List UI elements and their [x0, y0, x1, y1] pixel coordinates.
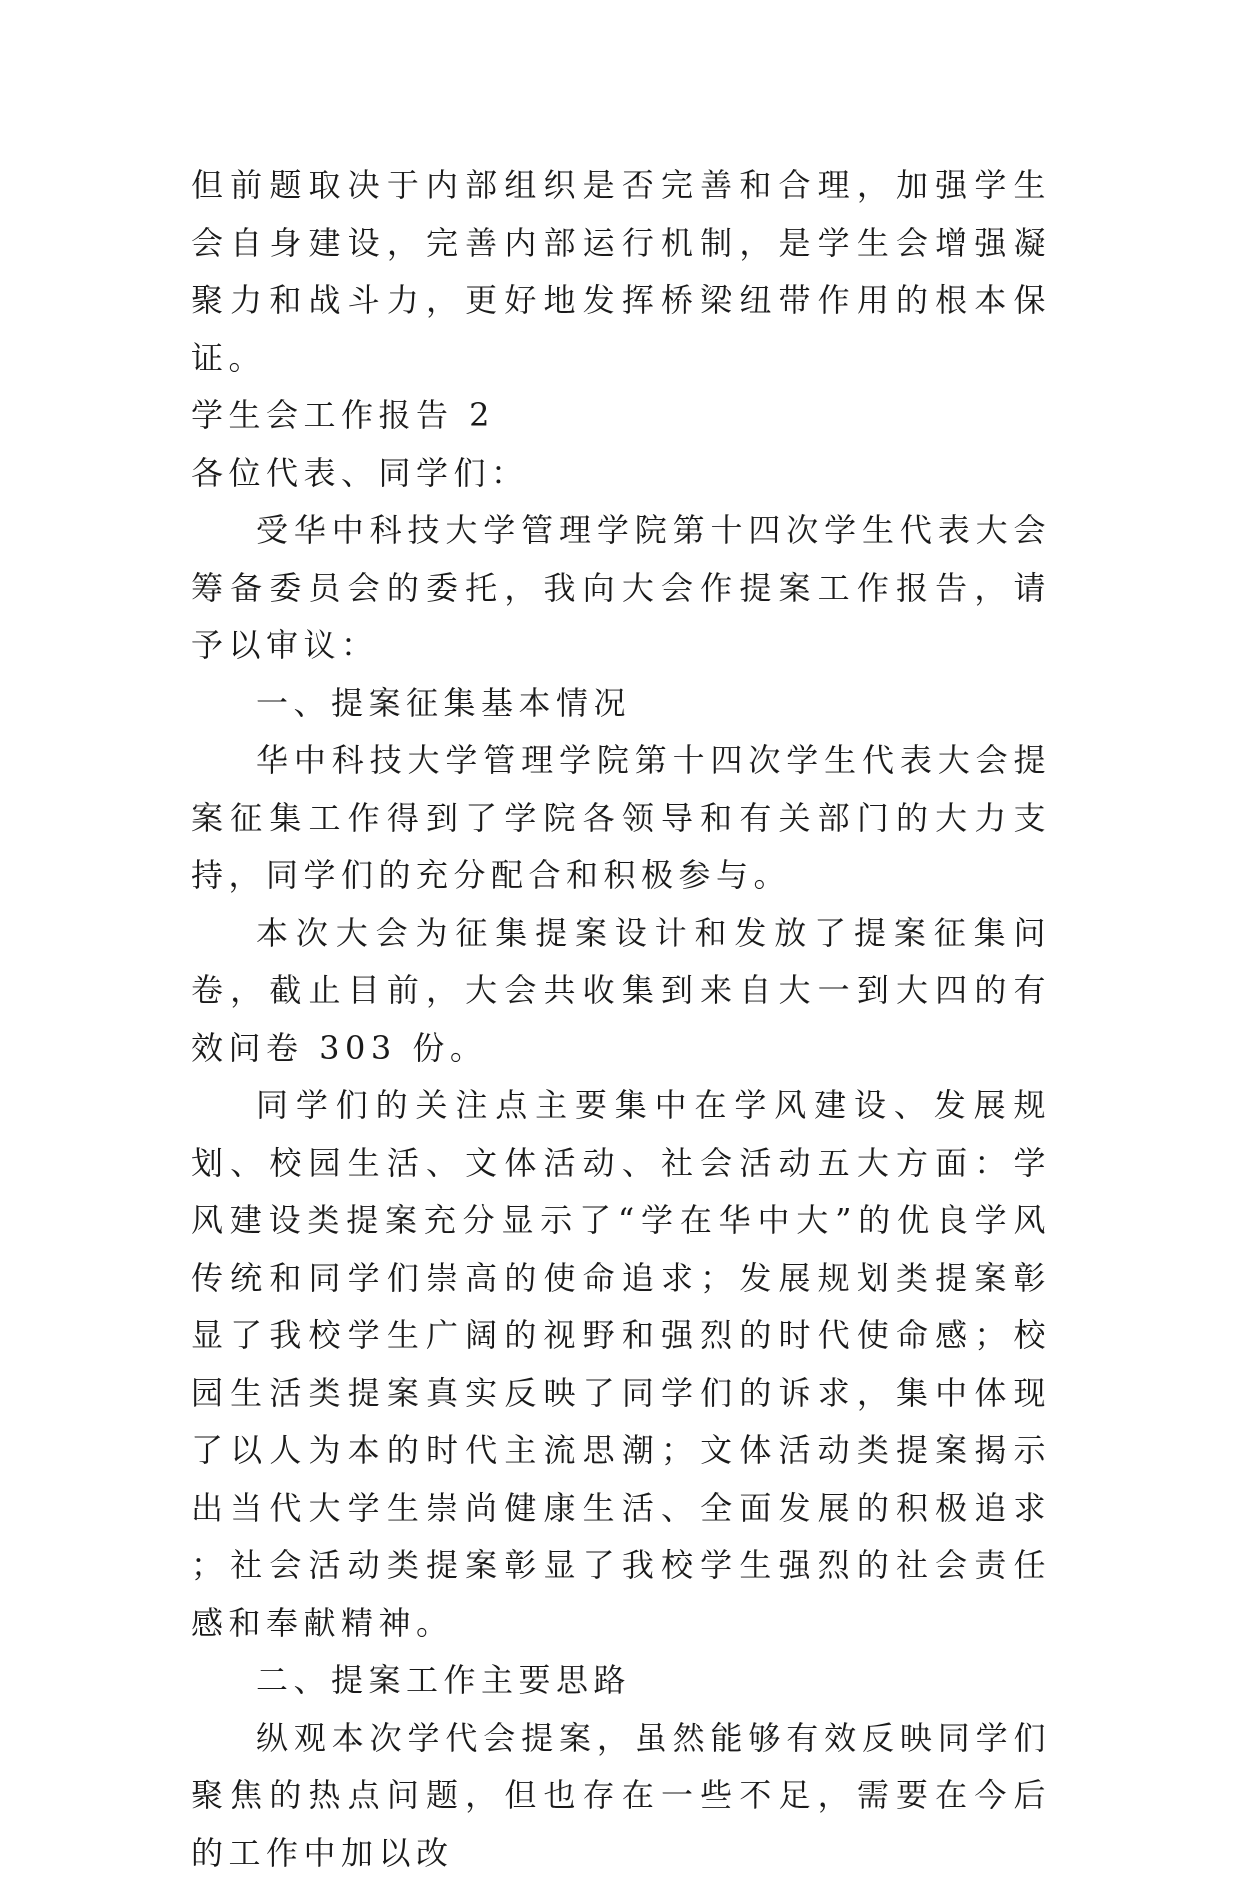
paragraph-intro: 受华中科技大学管理学院第十四次学生代表大会筹备委员会的委托，我向大会作提案工作报告，请予以审议： [191, 502, 1051, 675]
report-title: 学生会工作报告 2 [191, 387, 1051, 445]
paragraph-questionnaire: 本次大会为征集提案设计和发放了提案征集问卷，截止目前，大会共收集到来自大一到大四的有效问卷 303 份。 [191, 905, 1051, 1078]
paragraph-focus-areas: 同学们的关注点主要集中在学风建设、发展规划、校园生活、文体活动、社会活动五大方面：学风建设类提案充分显示了“学在华中大”的优良学风传统和同学们崇高的使命追求；发展规划类提案彰显了我校学生广阔的视野和强烈的时代使命感；校园生活类提案真实反映了同学们的诉求，集中体现了以人为本的时代主流思潮；文体活动类提案揭示出当代大学生崇尚健康生活、全面发展的积极追求 ；社会活动类提案彰显了我校学生强烈的社会责任感和奉献精神。 [191, 1077, 1051, 1652]
document-body [191, 157, 1051, 1882]
section-heading-2: 二、提案工作主要思路 [191, 1652, 1051, 1710]
salutation: 各位代表、同学们： [191, 445, 1051, 503]
paragraph-continuation: 但前题取决于内部组织是否完善和合理，加强学生会自身建设，完善内部运行机制，是学生会增强凝聚力和战斗力，更好地发挥桥梁纽带作用的根本保证。 [191, 157, 1051, 387]
paragraph-collection-support: 华中科技大学管理学院第十四次学生代表大会提案征集工作得到了学院各领导和有关部门的大力支持，同学们的充分配合和积极参与。 [191, 732, 1051, 905]
paragraph-overview: 纵观本次学代会提案，虽然能够有效反映同学们聚焦的热点问题，但也存在一些不足，需要在今后的工作中加以改 [191, 1710, 1051, 1882]
section-heading-1: 一、提案征集基本情况 [191, 675, 1051, 733]
